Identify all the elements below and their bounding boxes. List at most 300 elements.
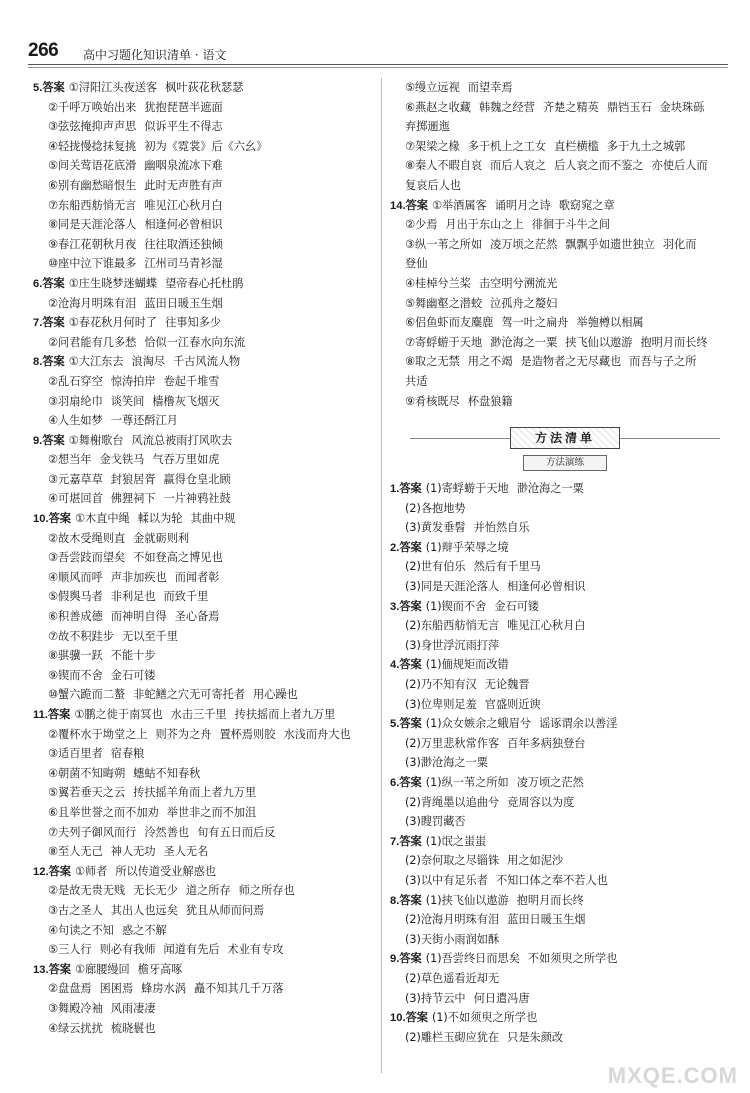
- answer-text: 封狼居胥: [110, 472, 156, 486]
- answer-line: [390, 871, 730, 891]
- answer-text: ③舞殿冷袖: [48, 1001, 103, 1015]
- answer-line: [33, 156, 373, 176]
- answer-text: ④绿云扰扰: [48, 1021, 103, 1035]
- answer-line: [33, 137, 373, 157]
- book-title: 高中习题化知识清单 · 语文: [83, 48, 227, 62]
- answer-text: 往事知多少: [165, 316, 222, 330]
- answer-line: [390, 636, 730, 656]
- answer-text: ⑨春江花朝秋月夜: [48, 237, 137, 251]
- answer-text: (2)东船西舫悄无言: [405, 619, 500, 633]
- answer-text: 宿春粮: [110, 747, 145, 761]
- answer-text: 金石可镂: [494, 599, 540, 613]
- answer-text: 犹抱琵琶半遮面: [144, 100, 223, 114]
- answer-text: 金戈铁马: [99, 453, 145, 467]
- answer-text: ⑨肴核既尽: [405, 394, 460, 408]
- answer-text: ①庄生晓梦迷蝴蝶: [68, 276, 158, 290]
- answer-line: [33, 587, 373, 607]
- answer-text: 则必有我师: [99, 943, 156, 957]
- answer-line: [33, 470, 373, 490]
- answer-text: 犹且从师而问焉: [185, 903, 265, 917]
- answer-text: 神人无功: [110, 845, 156, 859]
- answer-line: [33, 1019, 373, 1039]
- answer-label: 答案: [42, 276, 65, 290]
- section-line-left: [410, 438, 510, 439]
- question-number: 5.: [33, 82, 43, 94]
- answer-text: 鼎铛玉石: [606, 100, 652, 114]
- answer-text: 风雨凄凄: [110, 1001, 156, 1015]
- answer-text: 无长无少: [133, 884, 178, 898]
- answer-line: [390, 949, 730, 969]
- answer-text: (2)各抱地势: [405, 501, 466, 515]
- answer-line: [390, 753, 730, 773]
- answer-text: ②千呼万唤始出来: [48, 100, 137, 114]
- answer-text: 齐楚之精英: [542, 100, 599, 114]
- answer-text: ②故木受绳则直: [48, 531, 126, 545]
- question-number: 9.: [33, 434, 43, 447]
- answer-line: [33, 823, 373, 843]
- answer-text: 不如登高之博见也: [133, 551, 223, 565]
- answer-text: 谣诼谓余以善淫: [539, 717, 618, 731]
- answer-line: [390, 773, 730, 793]
- answer-text: ④轻拢慢捻抹复挑: [48, 139, 137, 153]
- watermark: MXQE.COM: [607, 1063, 738, 1088]
- answer-text: ⑧骐骥一跃: [48, 649, 103, 663]
- answer-text: 道之所存: [185, 884, 231, 898]
- answer-line: [33, 78, 373, 98]
- answer-text: (2)乃不知有汉: [405, 678, 477, 692]
- answer-text: 气吞万里如虎: [152, 453, 220, 467]
- answer-text: 后人哀之而不鉴之: [554, 159, 644, 173]
- answer-text: ⑤舞幽壑之潜蛟: [405, 296, 483, 310]
- answer-text: ②盘盘焉: [48, 982, 92, 996]
- answer-text: 恰似一江春水向东流: [144, 335, 246, 349]
- answer-text: (2)草色遥看近却无: [405, 971, 500, 985]
- answer-text: 檐牙高啄: [137, 962, 183, 976]
- answer-line: [33, 627, 373, 647]
- answer-text: 谈笑间: [110, 394, 145, 408]
- answer-text: 杯盘狼籍: [467, 394, 513, 408]
- answer-line: [390, 930, 730, 950]
- answer-line: [390, 176, 730, 196]
- question-number: 4.: [390, 659, 400, 672]
- answer-line: [33, 176, 373, 196]
- answer-text: (3)身世浮沉雨打萍: [405, 638, 500, 652]
- question-number: 7.: [33, 317, 43, 330]
- question-number: 5.: [390, 718, 400, 731]
- answer-text: (1)寄蜉蝣于天地: [425, 482, 509, 496]
- answer-text: (1)辩乎荣辱之境: [425, 540, 509, 554]
- answer-text: 佛狸祠下: [110, 492, 156, 506]
- answer-text: 诵明月之诗: [494, 198, 551, 212]
- answer-text: ②乱石穿空: [48, 374, 103, 388]
- answer-label: 答案: [399, 540, 422, 554]
- answer-text: ③纵一苇之所如: [405, 237, 483, 251]
- answer-text: (3)瞍罚藏否: [405, 815, 466, 829]
- answer-line: [390, 196, 730, 216]
- answer-label: 答案: [399, 717, 422, 731]
- answer-line: [33, 450, 373, 470]
- answer-text: ②问君能有几多愁: [48, 335, 137, 349]
- answer-line: [33, 254, 373, 274]
- answer-text: 风流总被雨打风吹去: [131, 433, 233, 447]
- answer-text: 官盛则近谀: [484, 697, 541, 711]
- answer-text: 輮以为轮: [137, 512, 183, 526]
- answer-text: 蓝田日暖玉生烟: [144, 296, 223, 310]
- answer-text: (3)持节云中: [405, 991, 466, 1005]
- answer-line: [390, 518, 730, 538]
- answer-line: [390, 695, 730, 715]
- question-number: 8.: [33, 356, 43, 369]
- answer-line: [390, 832, 730, 852]
- answer-text: 抟扶摇而上者九万里: [234, 708, 336, 721]
- answer-text: 用之不竭: [467, 355, 513, 369]
- answer-text: 惊涛拍岸: [110, 374, 156, 388]
- answer-line: [390, 156, 730, 176]
- answer-text: 蓝田日暖玉生烟: [507, 913, 586, 927]
- answer-text: ①师者: [74, 864, 108, 878]
- answer-text: ⑧至人无己: [48, 845, 103, 859]
- answer-line: [390, 910, 730, 930]
- answer-text: ④桂棹兮兰桨: [405, 276, 471, 290]
- answer-text: 是造物者之无尽藏也: [520, 355, 622, 369]
- answer-text: ⑦架梁之椽: [405, 139, 460, 153]
- answer-line: [33, 392, 373, 412]
- answer-line: [33, 901, 373, 921]
- answer-text: 徘徊于斗牛之间: [531, 218, 611, 232]
- answer-text: 闻道有先后: [163, 943, 220, 957]
- answer-line: [390, 392, 730, 412]
- answer-text: 相逢何必曾相识: [144, 218, 223, 232]
- section-line-right: [620, 438, 720, 439]
- answer-line: [390, 479, 730, 499]
- answer-text: ③弦弦掩抑声声思: [48, 120, 137, 134]
- answer-line: [390, 655, 730, 675]
- answer-line: [390, 294, 730, 314]
- answer-text: 浪淘尽: [131, 355, 166, 369]
- answer-line: [33, 764, 373, 784]
- answer-line: [33, 685, 373, 705]
- answer-text: 圣人无名: [163, 845, 209, 859]
- answer-text: ⑧秦人不暇自哀: [405, 159, 483, 173]
- answer-line: [33, 842, 373, 862]
- answer-text: 相逢何必曾相识: [507, 580, 586, 594]
- answer-text: ③古之圣人: [48, 903, 103, 917]
- answer-line: [33, 725, 373, 745]
- answer-line: [33, 431, 373, 451]
- answer-text: ③适百里者: [48, 747, 103, 761]
- left-answer-column: [33, 78, 373, 1038]
- answer-label: 答案: [42, 433, 65, 447]
- answer-text: 声非加疾也: [110, 570, 167, 584]
- answer-line: [390, 352, 730, 372]
- answer-text: (3)天街小雨润如酥: [405, 932, 500, 946]
- answer-label: 答案: [47, 708, 71, 721]
- question-number: 1.: [390, 483, 400, 496]
- answer-label: 答案: [399, 776, 422, 789]
- answer-line: [390, 812, 730, 832]
- answer-line: [33, 294, 373, 314]
- answer-text: (1)吾尝终日而思矣: [425, 952, 520, 966]
- question-number: 13.: [33, 963, 49, 976]
- answer-text: 不如须臾之所学也: [527, 952, 618, 966]
- answer-line: [33, 960, 373, 980]
- answer-text: 而闻者彰: [174, 570, 220, 584]
- answer-text: ②少焉: [405, 218, 438, 232]
- answer-text: ④朝菌不知晦朔: [48, 766, 126, 780]
- answer-text: 举匏樽以相属: [576, 316, 644, 330]
- question-number: 12.: [33, 865, 49, 878]
- answer-label: 答案: [42, 81, 65, 94]
- answer-line: [390, 1028, 730, 1048]
- answer-text: ⑨锲而不舍: [48, 668, 103, 682]
- header-rule-thin: [28, 67, 728, 68]
- answer-text: 水浅而舟大也: [283, 727, 351, 741]
- answer-text: 枫叶荻花秋瑟瑟: [165, 81, 244, 94]
- answer-text: 多于九土之城郭: [606, 139, 686, 153]
- answer-text: 望帝春心托杜鹃: [165, 276, 244, 290]
- answer-line: [390, 616, 730, 636]
- right-bottom-answers: [390, 479, 730, 1047]
- answer-text: ⑩蟹六跪而二螯: [48, 688, 126, 702]
- answer-label: 答案: [399, 658, 422, 672]
- answer-text: ⑧取之无禁: [405, 355, 460, 369]
- answer-text: 月出于东山之上: [445, 218, 524, 232]
- question-number: 9.: [390, 953, 400, 966]
- answer-text: 韩魏之经营: [478, 100, 535, 114]
- answer-line: [390, 78, 730, 98]
- answer-line: [33, 98, 373, 118]
- answer-text: 初为《霓裳》后《六幺》: [144, 139, 268, 153]
- answer-text: (3)同是天涯沦落人: [405, 580, 500, 594]
- answer-line: [390, 372, 730, 392]
- answer-text: (3)黄发垂髫: [405, 521, 466, 535]
- right-top-answers: [390, 78, 730, 411]
- answer-line: [390, 313, 730, 333]
- answer-line: [33, 372, 373, 392]
- answer-text: (2)奈何取之尽锱铢: [405, 854, 500, 868]
- answer-line: [390, 577, 730, 597]
- answer-line: [33, 196, 373, 216]
- answer-text: 挟飞仙以遨游: [565, 335, 633, 349]
- answer-line: [33, 215, 373, 235]
- answer-text: ⑥侣鱼虾而友麋鹿: [405, 316, 494, 330]
- answer-text: ③元嘉草草: [48, 472, 103, 486]
- answer-text: ③吾尝跂而望矣: [48, 551, 126, 565]
- answer-line: [390, 734, 730, 754]
- answer-line: [33, 921, 373, 941]
- answer-text: 渺沧海之一粟: [490, 335, 558, 349]
- page-header: [28, 40, 728, 68]
- answer-text: ⑤缦立远视: [405, 81, 460, 94]
- answer-label: 答案: [399, 952, 422, 966]
- answer-text: 非利足也: [110, 590, 156, 604]
- answer-text: 水击三千里: [170, 708, 227, 721]
- answer-text: ⑥燕赵之收藏: [405, 100, 471, 114]
- answer-text: 旬有五日而后反: [197, 825, 276, 839]
- answer-line: [33, 411, 373, 431]
- answer-text: 而致千里: [163, 590, 209, 604]
- answer-text: 置杯焉则胶: [219, 727, 276, 741]
- answer-text: 则芥为之舟: [155, 727, 212, 741]
- answer-text: (2)背绳墨以追曲兮: [405, 795, 500, 809]
- answer-line: [390, 98, 730, 118]
- answer-text: 抱明月而长终: [516, 893, 584, 907]
- answer-text: 复哀后人也: [405, 178, 461, 192]
- section-subtitle: 方法演练: [523, 455, 607, 471]
- answer-text: 师之所存也: [238, 884, 295, 898]
- answer-line: [33, 568, 373, 588]
- answer-line: [33, 352, 373, 372]
- answer-text: 金石可镂: [110, 668, 156, 682]
- answer-text: 凌万顷之茫然: [516, 776, 584, 789]
- answer-text: ①大江东去: [68, 355, 124, 369]
- answer-text: ⑥且举世誉之而不加劝: [48, 805, 159, 819]
- answer-text: 江州司马青衫湿: [144, 257, 223, 271]
- answer-text: 无以至千里: [121, 629, 178, 643]
- question-number: 6.: [33, 277, 43, 290]
- answer-text: 渺沧海之一粟: [516, 482, 584, 496]
- answer-text: 千古风流人物: [173, 355, 241, 369]
- answer-line: [33, 509, 373, 529]
- answer-text: ⑦夫列子御风而行: [48, 825, 137, 839]
- answer-text: 抱明月而长终: [640, 335, 708, 349]
- answer-text: 凌万顷之茫然: [490, 237, 558, 251]
- answer-text: ①举酒属客: [431, 198, 487, 212]
- question-number: 10.: [390, 1012, 406, 1025]
- answer-line: [33, 646, 373, 666]
- answer-text: ⑧同是天涯沦落人: [48, 218, 137, 232]
- answer-line: [33, 333, 373, 353]
- answer-text: 不能十步: [110, 649, 156, 663]
- answer-line: [33, 548, 373, 568]
- answer-line: [390, 215, 730, 235]
- answer-text: 用心躁也: [253, 688, 298, 702]
- answer-text: ⑩座中泣下谁最多: [48, 257, 137, 271]
- answer-text: ⑤间关莺语花底滑: [48, 159, 137, 173]
- answer-text: ①春花秋月何时了: [68, 316, 158, 330]
- answer-text: (1)偭规矩而改错: [425, 658, 509, 672]
- answer-line: [390, 989, 730, 1009]
- answer-text: 歌窈窕之章: [558, 198, 615, 212]
- answer-text: ⑦寄蜉蝣于天地: [405, 335, 483, 349]
- answer-text: 然后有千里马: [473, 560, 541, 574]
- answer-text: (1)纵一苇之所如: [425, 776, 509, 789]
- answer-text: (2)沧海月明珠有泪: [405, 913, 500, 927]
- right-answer-column: [390, 78, 730, 1047]
- answer-text: 囷囷焉: [99, 982, 134, 996]
- answer-text: 卷起千堆雪: [163, 374, 220, 388]
- answer-text: 一尊还酹江月: [110, 414, 178, 428]
- answer-text: 圣心备焉: [174, 610, 220, 624]
- answer-text: ④句读之不知: [48, 923, 114, 937]
- answer-text: (1)氓之蚩蚩: [425, 834, 487, 848]
- answer-line: [33, 862, 373, 882]
- answer-text: 术业有专攻: [227, 943, 284, 957]
- answer-text: ②覆杯水于坳堂之上: [48, 727, 148, 741]
- answer-text: 其出人也远矣: [110, 903, 178, 917]
- answer-label: 答案: [405, 1011, 428, 1025]
- answer-line: [33, 235, 373, 255]
- answer-text: 而后人哀之: [490, 159, 547, 173]
- answer-text: 赢得仓皇北顾: [163, 472, 231, 486]
- answer-text: ③羽扇纶巾: [48, 394, 103, 408]
- answer-line: [390, 333, 730, 353]
- answer-text: 竞周容以为度: [507, 795, 575, 809]
- answer-line: [33, 783, 373, 803]
- answer-text: 举世非之而不加沮: [166, 805, 257, 819]
- answer-line: [33, 313, 373, 333]
- answer-text: 而吾与子之所: [629, 355, 697, 369]
- answer-text: 百年多病独登台: [507, 736, 586, 750]
- answer-line: [390, 714, 730, 734]
- answer-line: [33, 705, 373, 725]
- answer-text: (1)众女嫉余之蛾眉兮: [425, 717, 532, 731]
- answer-text: ④人生如梦: [48, 414, 103, 428]
- answer-text: 唯见江心秋月白: [507, 619, 586, 633]
- answer-text: ⑤三人行: [48, 943, 92, 957]
- answer-text: 矗不知其几千万落: [193, 982, 284, 996]
- answer-line: [33, 881, 373, 901]
- answer-text: 一片神鸦社鼓: [163, 492, 231, 506]
- question-number: 14.: [390, 199, 406, 212]
- question-number: 8.: [390, 894, 400, 907]
- answer-text: 亦使后人而: [651, 159, 708, 173]
- answer-text: 只是朱颜改: [507, 1030, 564, 1044]
- answer-text: ②是故无贵无贱: [48, 884, 126, 898]
- answer-text: 登仙: [405, 257, 428, 271]
- answer-label: 答案: [399, 599, 422, 613]
- answer-text: 惑之不解: [121, 923, 167, 937]
- answer-text: ④可堪回首: [48, 492, 103, 506]
- answer-text: 共适: [405, 374, 428, 388]
- answer-text: 所以传道受业解惑也: [115, 864, 217, 878]
- answer-text: ①舞榭歌台: [68, 433, 124, 447]
- answer-label: 答案: [399, 893, 422, 907]
- answer-text: ⑥别有幽愁暗恨生: [48, 178, 137, 192]
- answer-label: 答案: [405, 198, 428, 212]
- answer-text: 非蛇鳝之穴无可寄托者: [133, 688, 246, 702]
- column-divider: [381, 78, 382, 1073]
- answer-text: 蜂房水涡: [141, 982, 186, 996]
- answer-line: [33, 744, 373, 764]
- answer-text: (3)位卑则足羞: [405, 697, 477, 711]
- answer-text: 无论魏晋: [484, 678, 530, 692]
- answer-label: 答案: [42, 355, 65, 369]
- answer-line: [33, 979, 373, 999]
- answer-line: [390, 1008, 730, 1028]
- answer-line: [390, 117, 730, 137]
- answer-text: 梳晓鬟也: [110, 1021, 156, 1035]
- answer-text: ①木直中绳: [74, 512, 130, 526]
- answer-text: ⑦故不积跬步: [48, 629, 114, 643]
- answer-text: 而望幸焉: [467, 81, 513, 94]
- answer-line: [390, 891, 730, 911]
- header-rule: [28, 64, 728, 65]
- answer-label: 答案: [48, 864, 71, 878]
- answer-text: ⑥积善成德: [48, 610, 103, 624]
- answer-text: 飘飘乎如遗世独立: [565, 237, 655, 251]
- answer-text: 何日遣冯唐: [473, 991, 530, 1005]
- question-number: 3.: [390, 600, 400, 613]
- question-number: 2.: [390, 541, 400, 554]
- answer-text: (1)挟飞仙以遨游: [425, 893, 509, 907]
- answer-text: 而神明自得: [110, 610, 167, 624]
- answer-label: 答案: [48, 512, 71, 526]
- question-number: 7.: [390, 835, 400, 848]
- method-section-header: [390, 411, 730, 479]
- answer-text: ②想当年: [48, 453, 92, 467]
- question-number: 6.: [390, 777, 400, 789]
